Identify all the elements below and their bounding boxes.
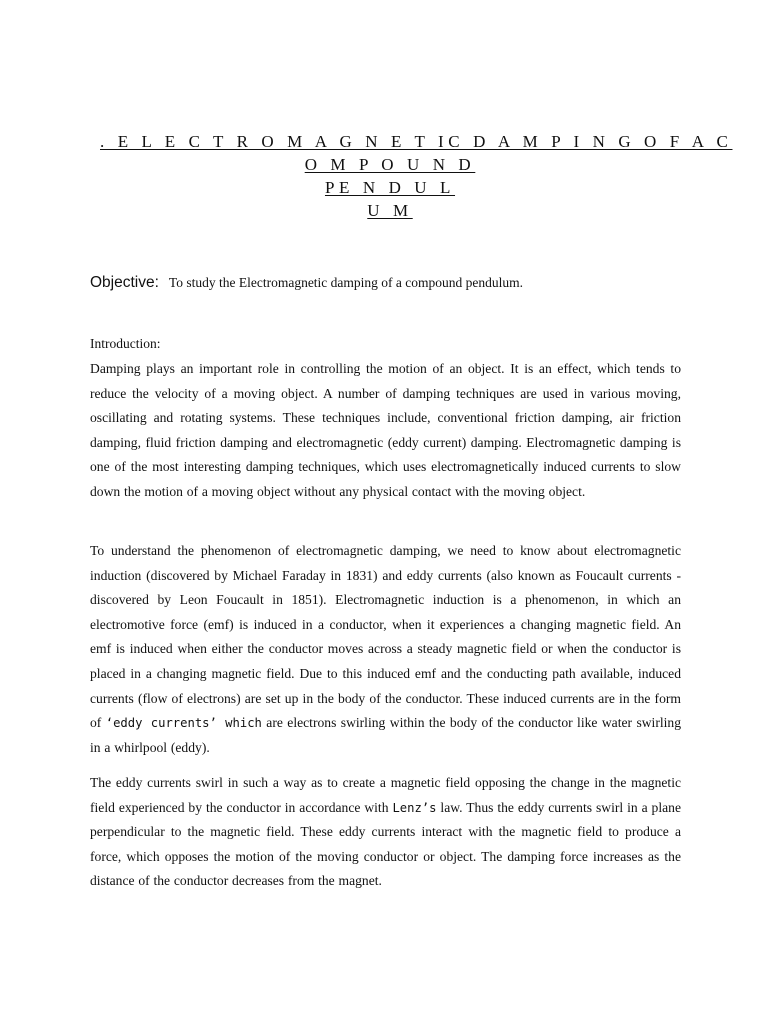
title-line-3: PE N D U L <box>324 178 456 197</box>
document-title <box>100 130 733 222</box>
objective-label: Objective: <box>90 274 159 291</box>
introduction-heading: Introduction: <box>90 336 161 351</box>
paragraph-eddy-currents <box>90 771 681 894</box>
paragraph-2-text-b: are electrons swirling within the body of the conductor like water swirling in a whirlpool (eddy). <box>90 715 682 755</box>
paragraph-2-text-a: To understand the phenomenon of electromagnetic damping, we need to know about electromagnetic induction (discovered by Michael Faraday in 1831) and eddy currents (also known as Foucault currents - discovered by Leon Foucault in 1851). Electromagnetic induction is a phenomenon, in which an electromotive force (emf) is induced in a conductor, when it experiences a changing magnetic field. An emf is induced when either the conductor moves across a steady magnetic field or when the conductor is placed in a changing magnetic field. Due to this induced emf and the conducting path available, induced currents (flow of electrons) are set up in the body of the conductor. These induced currents are in the form of <box>90 543 681 731</box>
paragraph-3-text-b: law. Thus the eddy currents swirl in a plane perpendicular to the magnetic field. These eddy currents interact with the magnetic field to produce a force, which opposes the motion of the moving conductor or object. The damping force increases as the distance of the conductor decreases from the magnet. <box>90 799 681 889</box>
objective-text: To study the Electromagnetic damping of a compound pendulum. <box>168 275 524 290</box>
lenz-term: Lenz’s <box>392 800 437 815</box>
title-line-2: O M P O U N D <box>304 155 476 174</box>
title-line-1: . E L E C T R O M A G N E T IC D A M P I N G O F A C <box>100 132 733 151</box>
paragraph-electromagnetic-induction <box>90 539 681 760</box>
paragraph-3-text-a: The eddy currents swirl in such a way as to create a magnetic field opposing the change in the magnetic field experienced by the conductor in accordance with <box>90 775 681 815</box>
eddy-currents-term: ‘eddy currents’ which <box>105 716 262 731</box>
title-line-4: U M <box>367 201 413 220</box>
objective-line <box>90 274 690 292</box>
paragraph-damping-overview: Damping plays an important role in controlling the motion of an object. It is an effect, which tends to reduce the velocity of a moving object. A number of damping techniques are used in various moving, oscillating and rotating systems. These techniques include, conventional friction damping, air friction damping, fluid friction damping and electromagnetic (eddy current) damping. Electromagnetic damping is one of the most interesting damping techniques, which uses electromagnetically induced currents to slow down the motion of a moving object without any physical contact with the moving object. <box>90 361 681 499</box>
